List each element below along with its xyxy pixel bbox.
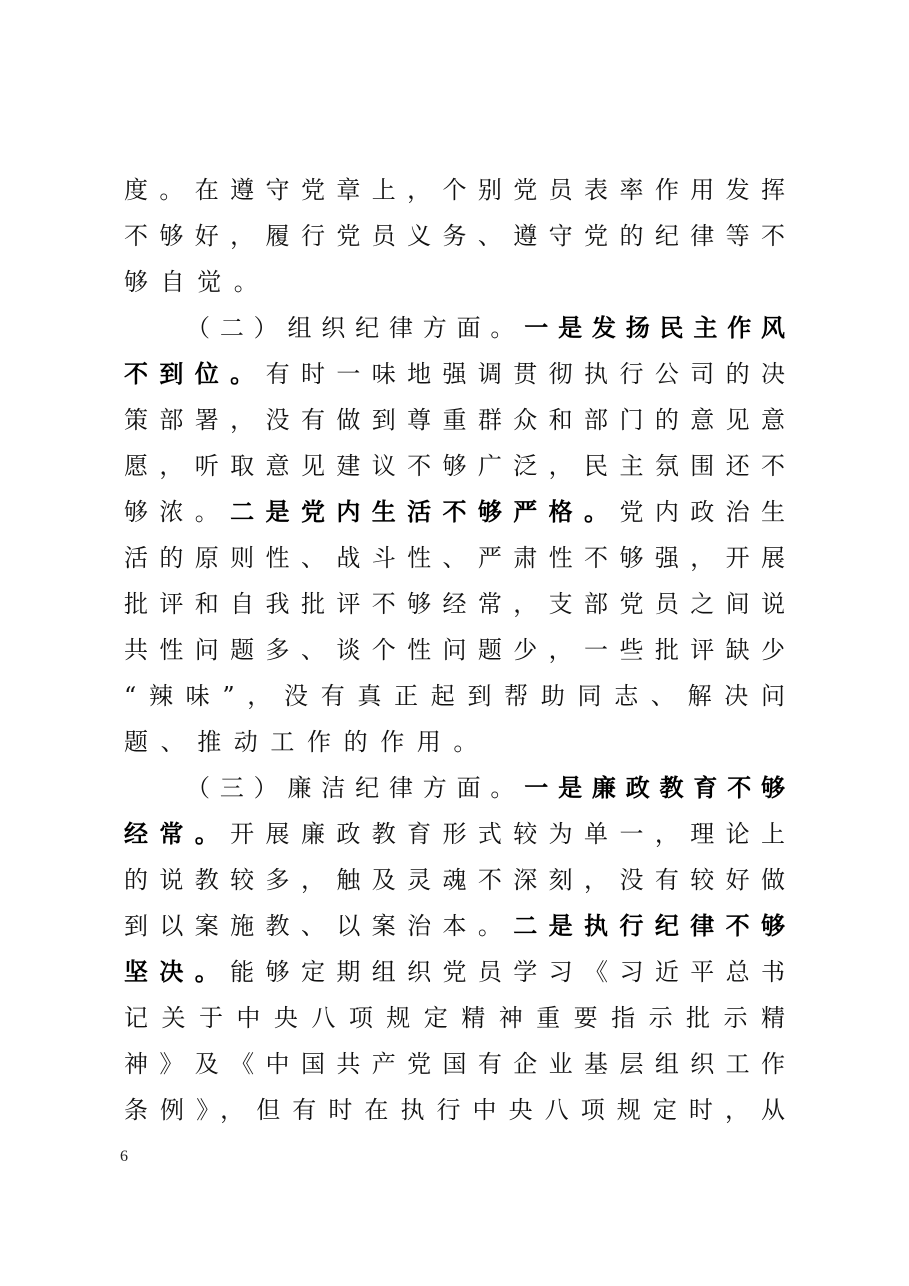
text-line: 题、推动工作的作用。: [124, 728, 490, 756]
text-line: 度。在遵守党章上，个别党员表率作用发挥: [124, 176, 785, 204]
text-line: 活的原则性、战斗性、严肃性不够强，开展: [124, 544, 785, 572]
text-line: “辣味”，没有真正起到帮助同志、解决问: [124, 682, 785, 710]
text-line: 到以案施教、以案治本。二是执行纪律不够: [124, 912, 786, 940]
text-line: 够浓。二是党内生活不够严格。党内政治生: [124, 498, 786, 526]
section-heading-line: （二）组织纪律方面。一是发扬民主作风: [186, 314, 786, 342]
section-heading-line: （三）廉洁纪律方面。一是廉政教育不够: [186, 774, 786, 802]
page-number: 6: [120, 1148, 128, 1165]
text-line: 不到位。有时一味地强调贯彻执行公司的决: [124, 360, 786, 388]
text-line: 记关于中央八项规定精神重要指示批示精: [124, 1004, 785, 1032]
text-line: 神》及《中国共产党国有企业基层组织工作: [124, 1050, 785, 1078]
text-line: 不够好，履行党员义务、遵守党的纪律等不: [124, 222, 785, 250]
text-line: 的说教较多，触及灵魂不深刻，没有较好做: [124, 866, 785, 894]
text-line: 共性问题多、谈个性问题少，一些批评缺少: [124, 636, 785, 664]
text-line: 条例》，但有时在执行中央八项规定时，从: [124, 1096, 785, 1124]
text-line: 愿，听取意见建议不够广泛，民主氛围还不: [124, 452, 785, 480]
bold-phrase: 一是廉政教育不够: [524, 774, 786, 802]
text-line: 够自觉。: [124, 268, 271, 296]
text-line: 经常。开展廉政教育形式较为单一，理论上: [124, 820, 786, 848]
bold-phrase: 二是执行纪律不够: [513, 912, 786, 940]
bold-phrase: 坚决。: [124, 958, 231, 986]
text-line: 批评和自我批评不够经常，支部党员之间说: [124, 590, 785, 618]
text-line: 坚决。能够定期组织党员学习《习近平总书: [124, 958, 786, 986]
bold-phrase: 不到位。: [124, 360, 266, 388]
text-line: 策部署，没有做到尊重群众和部门的意见意: [124, 406, 785, 434]
bold-phrase: 一是发扬民主作风: [524, 314, 786, 342]
bold-phrase: 二是党内生活不够严格。: [230, 498, 620, 526]
bold-phrase: 经常。: [124, 820, 231, 848]
